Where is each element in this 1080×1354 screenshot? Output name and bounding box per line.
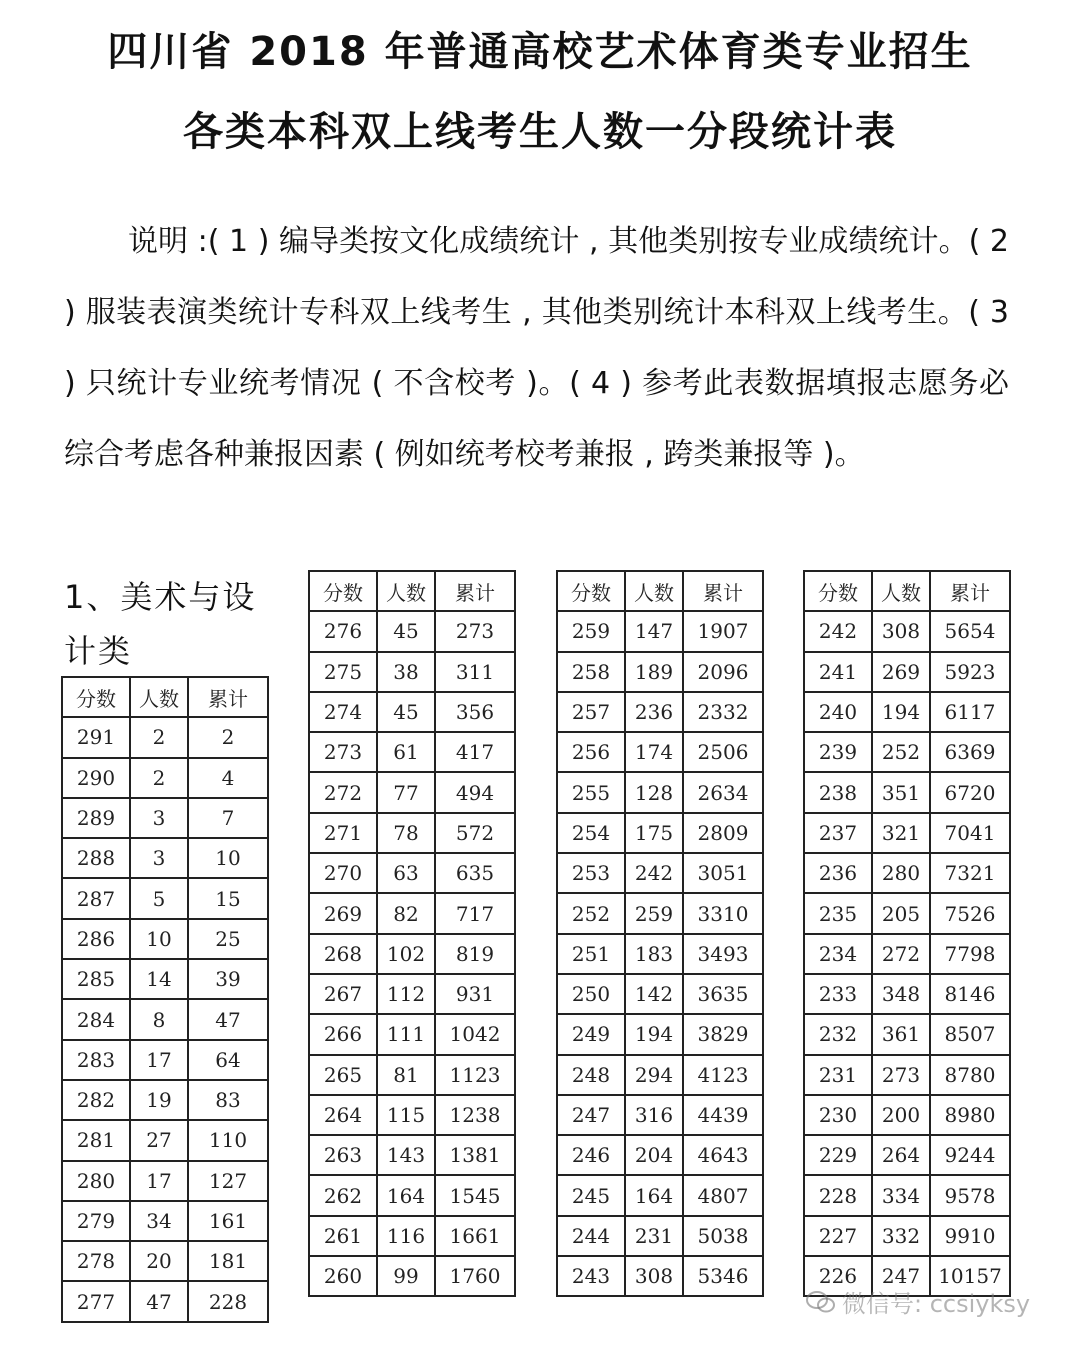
count-cell: 116 [377,1216,435,1256]
header-cumulative: 累计 [188,677,268,717]
cumulative-cell: 7798 [930,934,1010,974]
score-cell: 234 [804,934,872,974]
count-cell: 231 [625,1216,683,1256]
cumulative-cell: 228 [188,1281,268,1321]
cumulative-cell: 2809 [683,813,763,853]
count-cell: 115 [377,1095,435,1135]
table-row [557,1135,763,1175]
count-cell: 183 [625,934,683,974]
cumulative-cell: 311 [435,652,515,692]
cumulative-cell: 3051 [683,853,763,893]
count-cell: 111 [377,1014,435,1054]
score-cell: 245 [557,1175,625,1215]
cumulative-cell: 2096 [683,652,763,692]
count-cell: 280 [872,853,930,893]
cumulative-cell: 2332 [683,692,763,732]
score-cell: 277 [62,1281,130,1321]
table-row [557,652,763,692]
wechat-icon [806,1291,836,1313]
cumulative-cell: 931 [435,974,515,1014]
table-row [557,853,763,893]
score-cell: 281 [62,1120,130,1160]
score-cell: 265 [309,1055,377,1095]
table-row [309,1055,515,1095]
table-row [62,1241,268,1281]
count-cell: 38 [377,652,435,692]
score-cell: 279 [62,1201,130,1241]
score-cell: 289 [62,798,130,838]
score-cell: 266 [309,1014,377,1054]
cumulative-cell: 64 [188,1040,268,1080]
cumulative-cell: 5346 [683,1256,763,1296]
header-count: 人数 [377,571,435,611]
page-title-line-2: 各类本科双上线考生人数一分段统计表 [183,109,897,155]
score-cell: 256 [557,732,625,772]
cumulative-cell: 161 [188,1201,268,1241]
count-cell: 252 [872,732,930,772]
score-cell: 231 [804,1055,872,1095]
table-row [62,1040,268,1080]
count-cell: 247 [872,1256,930,1296]
score-cell: 251 [557,934,625,974]
count-cell: 164 [377,1175,435,1215]
count-cell: 78 [377,813,435,853]
table-row [309,1135,515,1175]
score-cell: 271 [309,813,377,853]
score-cell: 237 [804,813,872,853]
count-cell: 47 [130,1281,188,1321]
count-cell: 316 [625,1095,683,1135]
table-row [62,1201,268,1241]
table-row [309,974,515,1014]
count-cell: 3 [130,798,188,838]
table-row [62,1281,268,1321]
table-row [309,1216,515,1256]
cumulative-cell: 572 [435,813,515,853]
table-row [309,1175,515,1215]
score-cell: 286 [62,919,130,959]
header-score: 分数 [804,571,872,611]
table-row [557,1095,763,1135]
cumulative-cell: 25 [188,919,268,959]
score-cell: 282 [62,1080,130,1120]
cumulative-cell: 5923 [930,652,1010,692]
table-row [557,1014,763,1054]
header-score: 分数 [557,571,625,611]
score-cell: 275 [309,652,377,692]
cumulative-cell: 494 [435,772,515,812]
score-cell: 248 [557,1055,625,1095]
table-row [309,732,515,772]
table-row [309,934,515,974]
score-table-3 [556,570,764,1297]
cumulative-cell: 3829 [683,1014,763,1054]
count-cell: 20 [130,1241,188,1281]
cumulative-cell: 9244 [930,1135,1010,1175]
table-row [804,611,1010,651]
header-count: 人数 [625,571,683,611]
table-row [62,758,268,798]
count-cell: 321 [872,813,930,853]
count-cell: 348 [872,974,930,1014]
cumulative-cell: 8980 [930,1095,1010,1135]
cumulative-cell: 47 [188,999,268,1039]
score-cell: 260 [309,1256,377,1296]
cumulative-cell: 717 [435,893,515,933]
cumulative-cell: 181 [188,1241,268,1281]
count-cell: 204 [625,1135,683,1175]
score-cell: 243 [557,1256,625,1296]
score-cell: 262 [309,1175,377,1215]
score-cell: 239 [804,732,872,772]
table-row [557,692,763,732]
score-cell: 284 [62,999,130,1039]
table-row [557,1216,763,1256]
count-cell: 63 [377,853,435,893]
table-row [804,1014,1010,1054]
table-row [62,999,268,1039]
count-cell: 308 [872,611,930,651]
cumulative-cell: 2 [188,717,268,757]
table-row [557,611,763,651]
table-row [309,893,515,933]
score-cell: 229 [804,1135,872,1175]
score-cell: 247 [557,1095,625,1135]
count-cell: 45 [377,692,435,732]
cumulative-cell: 4439 [683,1095,763,1135]
count-cell: 361 [872,1014,930,1054]
score-cell: 267 [309,974,377,1014]
count-cell: 81 [377,1055,435,1095]
score-cell: 280 [62,1161,130,1201]
count-cell: 112 [377,974,435,1014]
table-row [62,1161,268,1201]
table-row [557,732,763,772]
table-row [804,1175,1010,1215]
cumulative-cell: 3493 [683,934,763,974]
score-cell: 272 [309,772,377,812]
score-table-1 [61,676,269,1323]
cumulative-cell: 1545 [435,1175,515,1215]
score-cell: 285 [62,959,130,999]
table-row [804,1216,1010,1256]
score-cell: 235 [804,893,872,933]
wechat-watermark [806,1284,1030,1319]
cumulative-cell: 9578 [930,1175,1010,1215]
cumulative-cell: 273 [435,611,515,651]
score-cell: 255 [557,772,625,812]
header-cumulative: 累计 [930,571,1010,611]
table-row [557,893,763,933]
section-title: 1、美术与设计类 [64,578,257,670]
table-row [804,652,1010,692]
cumulative-cell: 7321 [930,853,1010,893]
count-cell: 236 [625,692,683,732]
cumulative-cell: 10 [188,838,268,878]
score-cell: 250 [557,974,625,1014]
table-row [62,717,268,757]
table-row [804,1095,1010,1135]
score-cell: 240 [804,692,872,732]
cumulative-cell: 3310 [683,893,763,933]
count-cell: 269 [872,652,930,692]
table-row [804,772,1010,812]
count-cell: 189 [625,652,683,692]
score-cell: 264 [309,1095,377,1135]
count-cell: 45 [377,611,435,651]
table-row [804,853,1010,893]
count-cell: 175 [625,813,683,853]
cumulative-cell: 7 [188,798,268,838]
cumulative-cell: 4 [188,758,268,798]
cumulative-cell: 8146 [930,974,1010,1014]
cumulative-cell: 8507 [930,1014,1010,1054]
cumulative-cell: 1381 [435,1135,515,1175]
cumulative-cell: 7041 [930,813,1010,853]
table-row [557,1055,763,1095]
count-cell: 3 [130,838,188,878]
score-cell: 249 [557,1014,625,1054]
score-cell: 291 [62,717,130,757]
table-row [309,853,515,893]
count-cell: 2 [130,717,188,757]
cumulative-cell: 9910 [930,1216,1010,1256]
count-cell: 308 [625,1256,683,1296]
cumulative-cell: 83 [188,1080,268,1120]
score-cell: 278 [62,1241,130,1281]
cumulative-cell: 8780 [930,1055,1010,1095]
cumulative-cell: 7526 [930,893,1010,933]
count-cell: 82 [377,893,435,933]
cumulative-cell: 356 [435,692,515,732]
count-cell: 143 [377,1135,435,1175]
score-cell: 276 [309,611,377,651]
count-cell: 205 [872,893,930,933]
count-cell: 272 [872,934,930,974]
table-row [804,1055,1010,1095]
count-cell: 14 [130,959,188,999]
score-table-2 [308,570,516,1297]
table-row [557,772,763,812]
table-row [62,919,268,959]
score-cell: 244 [557,1216,625,1256]
score-cell: 232 [804,1014,872,1054]
score-cell: 259 [557,611,625,651]
table-row [804,813,1010,853]
cumulative-cell: 2634 [683,772,763,812]
table-row [309,1014,515,1054]
score-cell: 241 [804,652,872,692]
count-cell: 17 [130,1040,188,1080]
cumulative-cell: 1907 [683,611,763,651]
table-row [557,1256,763,1296]
table-row [557,934,763,974]
table-row [62,798,268,838]
count-cell: 147 [625,611,683,651]
cumulative-cell: 819 [435,934,515,974]
count-cell: 61 [377,732,435,772]
count-cell: 128 [625,772,683,812]
score-cell: 228 [804,1175,872,1215]
count-cell: 242 [625,853,683,893]
table-row [62,838,268,878]
table-row [804,893,1010,933]
header-count: 人数 [130,677,188,717]
cumulative-cell: 127 [188,1161,268,1201]
cumulative-cell: 1760 [435,1256,515,1296]
cumulative-cell: 417 [435,732,515,772]
score-cell: 257 [557,692,625,732]
table-row [62,959,268,999]
count-cell: 332 [872,1216,930,1256]
cumulative-cell: 4643 [683,1135,763,1175]
cumulative-cell: 4123 [683,1055,763,1095]
count-cell: 174 [625,732,683,772]
count-cell: 259 [625,893,683,933]
count-cell: 8 [130,999,188,1039]
count-cell: 194 [872,692,930,732]
table-row [804,974,1010,1014]
table-row [804,934,1010,974]
table-row [557,813,763,853]
header-score: 分数 [309,571,377,611]
cumulative-cell: 6720 [930,772,1010,812]
cumulative-cell: 5654 [930,611,1010,651]
cumulative-cell: 110 [188,1120,268,1160]
watermark-text: 微信号: ccsiyksy [842,1290,1031,1318]
header-count: 人数 [872,571,930,611]
score-cell: 233 [804,974,872,1014]
count-cell: 334 [872,1175,930,1215]
score-cell: 230 [804,1095,872,1135]
score-cell: 283 [62,1040,130,1080]
score-cell: 287 [62,878,130,918]
table-row [309,772,515,812]
table-row [309,692,515,732]
cumulative-cell: 635 [435,853,515,893]
cumulative-cell: 2506 [683,732,763,772]
table-row [804,692,1010,732]
score-cell: 236 [804,853,872,893]
cumulative-cell: 3635 [683,974,763,1014]
table-row [62,878,268,918]
table-row [309,1095,515,1135]
score-cell: 269 [309,893,377,933]
count-cell: 5 [130,878,188,918]
count-cell: 264 [872,1135,930,1175]
header-cumulative: 累计 [683,571,763,611]
score-cell: 226 [804,1256,872,1296]
score-cell: 274 [309,692,377,732]
cumulative-cell: 10157 [930,1256,1010,1296]
count-cell: 294 [625,1055,683,1095]
table-row [309,813,515,853]
cumulative-cell: 15 [188,878,268,918]
header-score: 分数 [62,677,130,717]
cumulative-cell: 6117 [930,692,1010,732]
cumulative-cell: 1042 [435,1014,515,1054]
cumulative-cell: 1661 [435,1216,515,1256]
score-cell: 258 [557,652,625,692]
count-cell: 194 [625,1014,683,1054]
count-cell: 142 [625,974,683,1014]
count-cell: 77 [377,772,435,812]
score-cell: 270 [309,853,377,893]
score-cell: 253 [557,853,625,893]
count-cell: 200 [872,1095,930,1135]
cumulative-cell: 6369 [930,732,1010,772]
cumulative-cell: 39 [188,959,268,999]
table-row [804,732,1010,772]
count-cell: 10 [130,919,188,959]
table-row [309,1256,515,1296]
score-cell: 268 [309,934,377,974]
count-cell: 27 [130,1120,188,1160]
score-cell: 290 [62,758,130,798]
count-cell: 99 [377,1256,435,1296]
score-cell: 261 [309,1216,377,1256]
count-cell: 2 [130,758,188,798]
count-cell: 351 [872,772,930,812]
score-cell: 254 [557,813,625,853]
cumulative-cell: 1123 [435,1055,515,1095]
score-cell: 246 [557,1135,625,1175]
score-cell: 227 [804,1216,872,1256]
score-table-4 [803,570,1011,1297]
cumulative-cell: 5038 [683,1216,763,1256]
explanation-note: 说明 :( 1 ) 编导类按文化成绩统计 , 其他类别按专业成绩统计。( 2 ) 服装表演类统计专科双上线考生 , 其他类别统计本科双上线考生。( 3 ) 只统计专业统考情况 ( 不含校考 )。( 4 ) 参考此表数据填报志愿务必综合考虑各种兼报因素 ( 例如统考校考兼报 , 跨类兼报等 )。 [64,224,1009,472]
table-row [309,611,515,651]
page-title-line-1: 四川省 2018 年普通高校艺术体育类专业招生 [107,29,973,75]
score-cell: 238 [804,772,872,812]
score-cell: 252 [557,893,625,933]
score-cell: 273 [309,732,377,772]
score-cell: 263 [309,1135,377,1175]
header-cumulative: 累计 [435,571,515,611]
score-cell: 242 [804,611,872,651]
count-cell: 102 [377,934,435,974]
count-cell: 273 [872,1055,930,1095]
count-cell: 17 [130,1161,188,1201]
cumulative-cell: 1238 [435,1095,515,1135]
table-row [557,974,763,1014]
table-row [557,1175,763,1215]
table-row [62,1120,268,1160]
table-row [804,1135,1010,1175]
table-row [62,1080,268,1120]
cumulative-cell: 4807 [683,1175,763,1215]
count-cell: 19 [130,1080,188,1120]
count-cell: 164 [625,1175,683,1215]
count-cell: 34 [130,1201,188,1241]
score-cell: 288 [62,838,130,878]
table-row [309,652,515,692]
